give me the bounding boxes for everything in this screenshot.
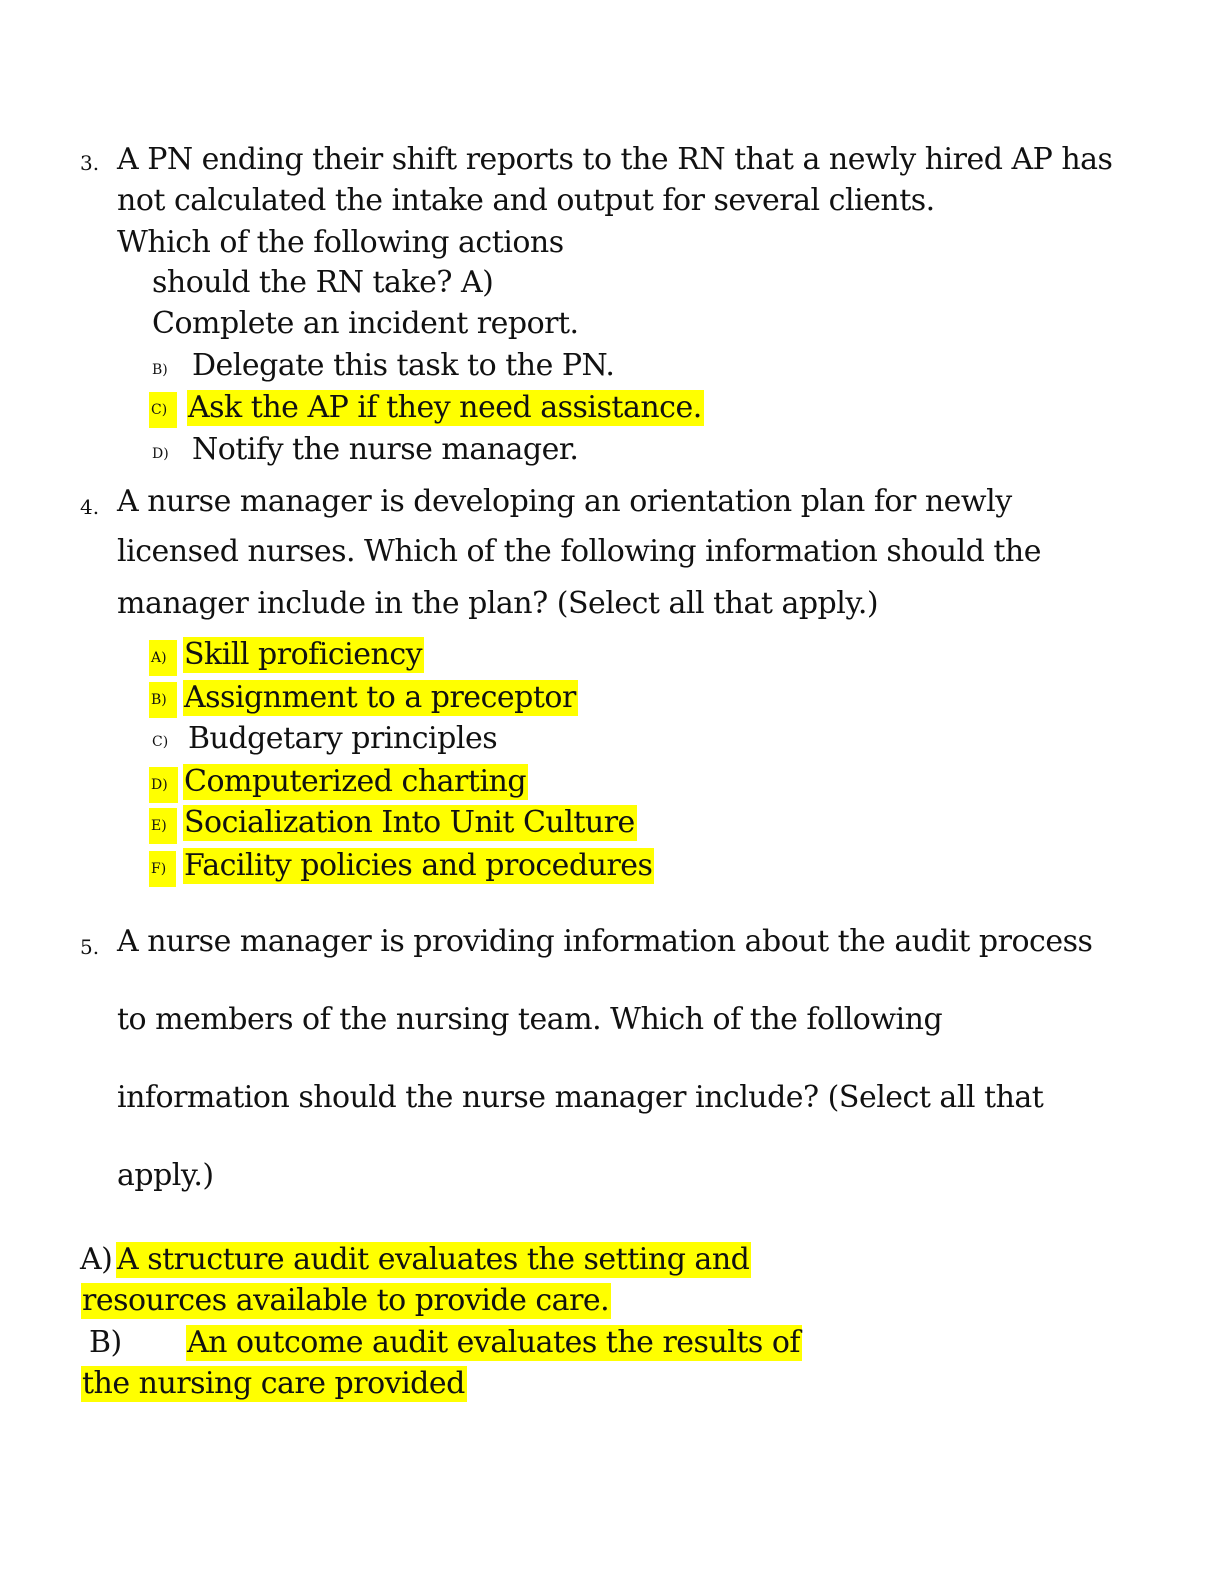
option-letter: A) <box>80 1242 113 1277</box>
option-letter: A) <box>149 640 177 676</box>
question-stem-line: to members of the nursing team. Which of the following <box>117 1002 943 1037</box>
option-text: Budgetary principles <box>188 721 498 756</box>
question-number: 5. <box>80 935 100 959</box>
option-letter: D) <box>149 767 178 803</box>
question-stem-line: should the RN take? A) <box>152 265 494 300</box>
option-text-highlighted: A structure audit evaluates the setting and <box>117 1242 750 1277</box>
option-text: Delegate this task to the PN. <box>192 348 615 383</box>
question-stem-line: information should the nurse manager include? (Select all that <box>117 1080 1044 1115</box>
option-text-highlighted: Skill proficiency <box>184 637 423 672</box>
option-text-highlighted: resources available to provide care. <box>82 1283 610 1318</box>
option-letter: F) <box>149 851 176 887</box>
option-letter: C) <box>149 392 177 428</box>
option-text-highlighted: Facility policies and procedures <box>184 848 653 883</box>
option-text-highlighted: Socialization Into Unit Culture <box>184 805 635 840</box>
question-stem-line: Complete an incident report. <box>152 306 579 341</box>
option-letter: E) <box>149 808 177 844</box>
question-stem-line: not calculated the intake and output for several clients. <box>117 183 935 218</box>
option-text: Notify the nurse manager. <box>192 432 579 467</box>
question-stem-line: manager include in the plan? (Select all that apply.) <box>117 586 879 621</box>
option-letter: C) <box>152 734 169 750</box>
option-text-highlighted: the nursing care provided <box>82 1366 465 1401</box>
option-letter: B) <box>89 1325 122 1360</box>
question-stem-line: licensed nurses. Which of the following information should the <box>117 534 1041 569</box>
question-stem-line: apply.) <box>117 1158 214 1193</box>
question-stem-line: A PN ending their shift reports to the RN that a newly hired AP has <box>117 142 1113 177</box>
option-letter: B) <box>152 362 168 378</box>
question-stem-line: A nurse manager is providing information about the audit process <box>117 924 1093 959</box>
option-text-highlighted: Ask the AP if they need assistance. <box>188 390 702 425</box>
question-stem-line: Which of the following actions <box>117 225 564 260</box>
question-number: 3. <box>80 151 100 175</box>
option-text-highlighted: Computerized charting <box>184 764 527 799</box>
option-letter: B) <box>149 682 177 718</box>
question-stem-line: A nurse manager is developing an orientation plan for newly <box>117 484 1012 519</box>
question-number: 4. <box>80 495 100 519</box>
option-text-highlighted: An outcome audit evaluates the results of <box>187 1325 801 1360</box>
option-letter: D) <box>152 446 169 462</box>
option-text-highlighted: Assignment to a preceptor <box>184 680 576 715</box>
